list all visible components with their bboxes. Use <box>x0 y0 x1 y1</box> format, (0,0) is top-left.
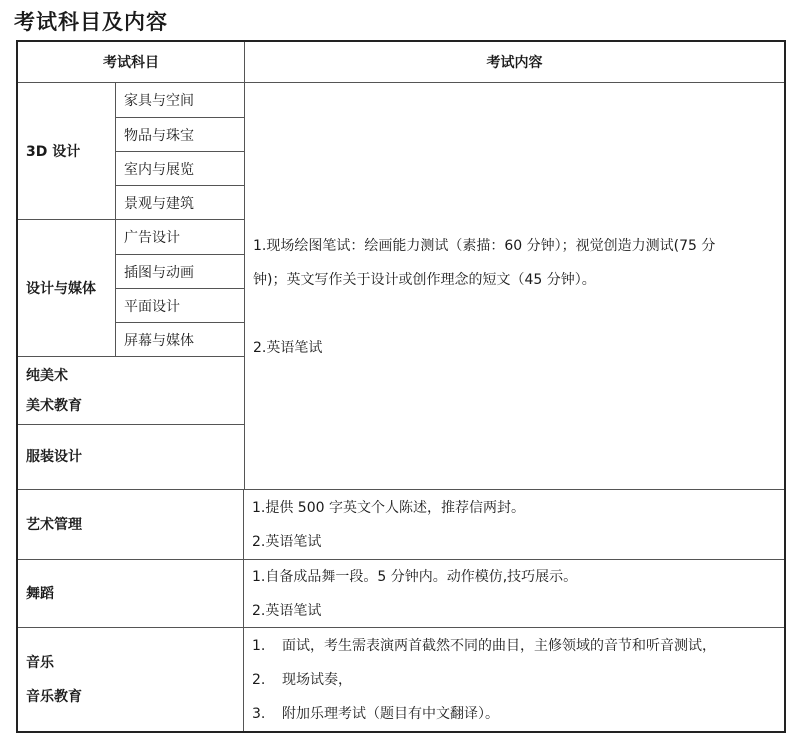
row-dance <box>18 559 784 627</box>
block-design-subjects <box>18 83 245 489</box>
item-number: 2. <box>252 671 266 688</box>
sub-item: 平面设计 <box>116 288 244 322</box>
music-item <box>252 663 784 697</box>
table-header <box>18 42 784 82</box>
row-subject <box>18 628 244 731</box>
subject-line: 艺术管理 <box>26 516 82 533</box>
music-item <box>252 629 784 663</box>
row-content <box>244 560 784 627</box>
content-line: 2.英语笔试 <box>252 602 322 619</box>
music-item <box>252 697 784 731</box>
content-line: 2.英语笔试 <box>253 340 323 356</box>
sub-item: 室内与展览 <box>116 151 244 185</box>
subject-fine-art <box>18 356 244 424</box>
content-line: 2.英语笔试 <box>252 533 322 550</box>
sub-item: 屏幕与媒体 <box>116 322 244 356</box>
content-line: 1.自备成品舞一段。5 分钟内。动作模仿,技巧展示。 <box>252 568 578 585</box>
row-subject <box>18 490 244 559</box>
subject-line: 音乐教育 <box>26 688 82 705</box>
subject-line: 美术教育 <box>26 397 82 414</box>
item-text: 面试，考生需表演两首截然不同的曲目，主修领域的音节和听音测试， <box>282 637 716 654</box>
sub-item: 物品与珠宝 <box>116 117 244 151</box>
row-music <box>18 627 784 731</box>
subject-line: 服装设计 <box>26 449 82 465</box>
group-3d-design <box>18 83 244 219</box>
sub-item: 景观与建筑 <box>116 185 244 219</box>
page-title: 考试科目及内容 <box>14 10 168 34</box>
subject-fashion <box>18 424 244 489</box>
row-content <box>244 490 784 559</box>
content-line: 1.提供 500 字英文个人陈述，推荐信两封。 <box>252 499 525 516</box>
content-spacer <box>253 297 784 331</box>
block-design <box>18 82 784 489</box>
content-line: 1.现场绘图笔试：绘画能力测试（素描：60 分钟）；视觉创造力测试(75 分 <box>253 238 716 254</box>
row-content <box>244 628 784 731</box>
row-art-management <box>18 489 784 559</box>
subject-line: 舞蹈 <box>26 585 54 602</box>
block-design-content <box>245 83 784 489</box>
sub-item: 家具与空间 <box>124 93 194 109</box>
row-subject <box>18 560 244 627</box>
group-name: 设计与媒体 <box>18 220 116 356</box>
subject-line: 纯美术 <box>26 367 68 384</box>
sub-item: 插图与动画 <box>116 254 244 288</box>
item-text: 附加乐理考试（题目有中文翻译）。 <box>282 705 499 722</box>
header-content: 考试内容 <box>486 55 543 71</box>
group-design-media <box>18 219 244 356</box>
sub-item: 广告设计 <box>124 230 180 246</box>
item-text: 现场试奏， <box>282 671 352 688</box>
item-number: 3. <box>252 705 266 722</box>
subject-line: 音乐 <box>26 654 54 671</box>
group-name: 3D 设计 <box>18 83 116 219</box>
item-number: 1. <box>252 637 266 654</box>
content-line: 钟)；英文写作关于设计或创作理念的短文（45 分钟）。 <box>253 272 596 288</box>
exam-table <box>16 40 786 733</box>
header-subject: 考试科目 <box>18 42 245 82</box>
